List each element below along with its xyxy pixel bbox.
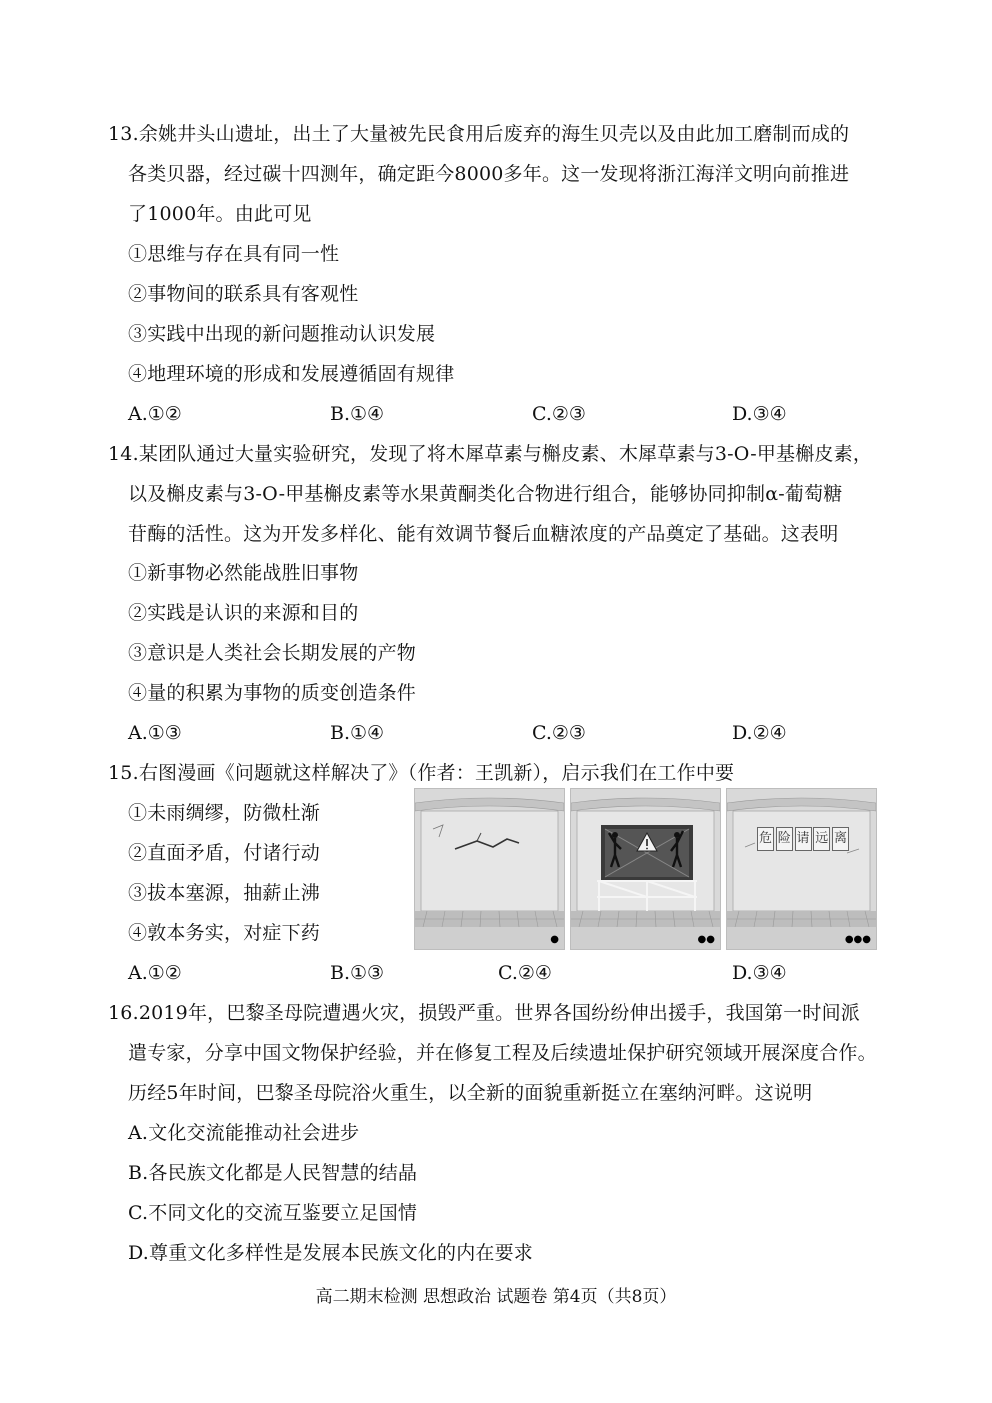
q16-stem-line-2: 遣专家，分享中国文物保护经验，并在修复工程及后续遗址保护研究领域开展深度合作。 (128, 1042, 877, 1064)
q13-option-a: A.①② (128, 403, 182, 425)
panel-2-marker: ●● (697, 934, 715, 945)
scaffold-warning-drawing (571, 789, 720, 949)
q16-option-d: D.尊重文化多样性是发展本民族文化的内在要求 (128, 1242, 533, 1264)
q13-stem-line-3: 了1000年。由此可见 (128, 203, 312, 225)
q13-option-c: C.②③ (532, 403, 586, 425)
q16-option-b: B.各民族文化都是人民智慧的结晶 (128, 1162, 418, 1184)
q15-stem: 15.右图漫画《问题就这样解决了》（作者：王凯新），启示我们在工作中要 (108, 762, 735, 784)
sign-char-3: 请 (795, 827, 812, 851)
q14-option-c: C.②③ (532, 722, 586, 744)
sign-char-5: 离 (832, 827, 849, 851)
panel-3-marker: ●●● (844, 934, 871, 945)
warning-sign (757, 827, 849, 851)
q14-item-1: ①新事物必然能战胜旧事物 (128, 562, 359, 584)
q13-item-3: ③实践中出现的新问题推动认识发展 (128, 323, 436, 345)
q13-item-2: ②事物间的联系具有客观性 (128, 283, 359, 305)
q14-item-3: ③意识是人类社会长期发展的产物 (128, 642, 417, 664)
q13-item-1: ①思维与存在具有同一性 (128, 243, 340, 265)
painted-sign-wall-drawing (727, 789, 876, 949)
q14-stem-line-1: 14.某团队通过大量实验研究，发现了将木犀草素与槲皮素、木犀草素与3-O-甲基槲皮素， (108, 443, 873, 465)
q15-item-3: ③拔本塞源，抽薪止沸 (128, 882, 321, 904)
q13-stem-line-1: 13.余姚井头山遗址，出土了大量被先民食用后废弃的海生贝壳以及由此加工磨制而成的 (108, 123, 850, 145)
q13-option-b: B.①④ (330, 403, 385, 425)
q15-item-1: ①未雨绸缪，防微杜渐 (128, 802, 321, 824)
q14-stem-line-2: 以及槲皮素与3-O-甲基槲皮素等水果黄酮类化合物进行组合，能够协同抑制α-葡萄糖 (128, 483, 843, 505)
cartoon-panel-1 (414, 788, 565, 950)
q13-item-4: ④地理环境的形成和发展遵循固有规律 (128, 363, 455, 385)
page-footer: 高二期末检测 思想政治 试题卷 第4页（共8页） (315, 1287, 677, 1307)
q15-option-c: C.②④ (498, 962, 552, 984)
q14-option-d: D.②④ (732, 722, 787, 744)
sign-char-2: 险 (776, 827, 793, 851)
q16-option-c: C.不同文化的交流互鉴要立足国情 (128, 1202, 418, 1224)
q15-option-a: A.①② (128, 962, 182, 984)
q16-stem-line-3: 历经5年时间，巴黎圣母院浴火重生，以全新的面貌重新挺立在塞纳河畔。这说明 (128, 1082, 813, 1104)
q15-item-4: ④敦本务实，对症下药 (128, 922, 321, 944)
q13-option-d: D.③④ (732, 403, 787, 425)
q14-option-b: B.①④ (330, 722, 385, 744)
q14-option-a: A.①③ (128, 722, 182, 744)
q13-stem-line-2: 各类贝器，经过碳十四测年，确定距今8000多年。这一发现将浙江海洋文明向前推进 (128, 163, 850, 185)
q14-item-4: ④量的积累为事物的质变创造条件 (128, 682, 417, 704)
q15-item-2: ②直面矛盾，付诸行动 (128, 842, 321, 864)
q14-stem-line-3: 苷酶的活性。这为开发多样化、能有效调节餐后血糖浓度的产品奠定了基础。这表明 (128, 523, 839, 545)
sign-char-1: 危 (757, 827, 774, 851)
panel-1-marker: ● (550, 934, 559, 945)
cracked-wall-drawing (415, 789, 564, 949)
q15-option-b: B.①③ (330, 962, 385, 984)
cartoon-panel-3 (726, 788, 877, 950)
cartoon-panel-2 (570, 788, 721, 950)
q14-item-2: ②实践是认识的来源和目的 (128, 602, 359, 624)
q15-option-d: D.③④ (732, 962, 787, 984)
sign-char-4: 远 (813, 827, 830, 851)
q16-option-a: A.文化交流能推动社会进步 (128, 1122, 360, 1144)
q16-stem-line-1: 16.2019年，巴黎圣母院遭遇火灾，损毁严重。世界各国纷纷伸出援手，我国第一时间派 (108, 1002, 860, 1024)
